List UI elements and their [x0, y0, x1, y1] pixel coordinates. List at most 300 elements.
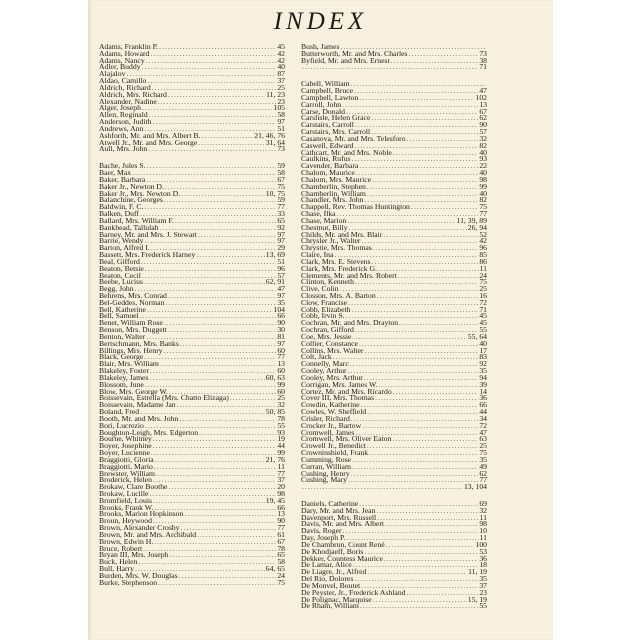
entry-name: Clive, Colin — [301, 284, 339, 294]
dot-leader — [145, 266, 276, 273]
dot-leader — [393, 389, 479, 396]
dot-leader — [164, 320, 276, 327]
entry-page-numbers: 72 — [479, 420, 487, 430]
dot-leader — [144, 354, 276, 361]
dot-leader — [361, 402, 479, 409]
dot-leader — [168, 484, 276, 491]
entry-page-numbers: 78 — [277, 413, 285, 423]
dot-leader — [411, 204, 478, 211]
dot-leader — [165, 300, 276, 307]
entry-name: Chappell, Rev. Thomas Huntington — [301, 202, 410, 212]
entry-name: Braggiotti, Gloria — [99, 454, 154, 464]
dot-leader — [350, 361, 479, 368]
entry-page-numbers: 19 — [277, 434, 285, 444]
dot-leader — [150, 368, 276, 375]
dot-leader — [148, 146, 276, 153]
entry-name: Caswell, Edward — [301, 140, 354, 150]
entry-page-numbers: 40 — [277, 62, 285, 72]
dot-leader — [149, 375, 264, 382]
entry-name: Blair, Mrs. William — [99, 359, 159, 369]
entry-name: Cushing, Henry — [301, 468, 350, 478]
dot-leader — [154, 539, 276, 546]
index-entry — [301, 55, 487, 65]
entry-name: Adams, Franklin P. — [99, 42, 158, 51]
entry-name: Cumming, Rose — [301, 454, 351, 464]
entry-name: Cromwell, James — [301, 427, 355, 437]
entry-name: Bryan III, Mrs. Joseph — [99, 550, 169, 560]
entry-page-numbers: 93 — [479, 154, 487, 164]
entry-name: Carstairs, Carroll — [301, 120, 354, 130]
entry-name: De Lamar, Alice — [301, 560, 352, 570]
dot-leader — [149, 491, 276, 498]
dot-leader — [369, 450, 478, 457]
dot-leader — [355, 279, 478, 286]
dot-leader — [356, 170, 479, 177]
entry-page-numbers: 105 — [273, 103, 285, 113]
entry-name: Brooks, Frank W. — [99, 502, 154, 512]
dot-leader — [364, 348, 478, 355]
entry-name: Carse, Donald — [301, 106, 345, 116]
dot-leader — [150, 51, 276, 58]
index-entry — [99, 577, 285, 587]
entry-page-numbers: 33 — [277, 209, 285, 219]
entry-page-numbers: 50, 85 — [265, 407, 285, 417]
dot-leader — [156, 471, 276, 478]
entry-page-numbers: 32 — [479, 133, 487, 143]
entry-page-numbers: 36 — [479, 393, 487, 403]
dot-leader — [362, 423, 478, 430]
dot-leader — [367, 184, 478, 191]
entry-name: Closson, Mrs. A. Barton — [301, 290, 376, 300]
dot-leader — [153, 119, 277, 126]
dot-leader — [153, 443, 277, 450]
entry-page-numbers: 78 — [277, 543, 285, 553]
entry-name: Begg, John — [99, 284, 134, 294]
entry-name: Clow, Francise — [301, 297, 348, 307]
entry-name: Clark, Mrs. E. Stevens — [301, 256, 371, 266]
entry-page-numbers: 87 — [277, 69, 285, 79]
index-letter-group — [99, 44, 285, 153]
dot-leader — [353, 562, 479, 569]
entry-page-numbers: 37 — [277, 475, 285, 485]
entry-name: Chamberlin, William — [301, 188, 366, 198]
entry-page-numbers: 77 — [479, 475, 487, 485]
dot-leader — [179, 416, 276, 423]
entry-page-numbers: 75 — [277, 181, 285, 191]
dot-leader — [155, 457, 265, 464]
entry-name: Aldrich, Mrs. Richard — [99, 89, 167, 99]
entry-name: Collier, Constance — [301, 338, 358, 348]
entry-page-numbers: 24 — [277, 570, 285, 580]
dot-leader — [355, 327, 479, 334]
entry-name: Bankhead, Tallulah — [99, 222, 159, 232]
entry-name: Crowninshield, Frank — [301, 448, 369, 458]
dot-leader — [146, 177, 276, 184]
entry-page-numbers: 63 — [479, 434, 487, 444]
dot-leader — [367, 191, 478, 198]
dot-leader — [201, 133, 253, 140]
entry-page-numbers: 59 — [277, 195, 285, 205]
entry-page-numbers: 57 — [479, 127, 487, 137]
entry-name: Baker Jr., Mrs. Newton D. — [99, 188, 181, 198]
entry-page-numbers: 73 — [479, 48, 487, 58]
entry-name: Cowles, W. Sheffield — [301, 407, 367, 417]
entry-page-numbers: 98 — [479, 519, 487, 529]
dot-leader — [153, 498, 265, 505]
entry-page-numbers: 51 — [277, 123, 285, 133]
dot-leader — [158, 99, 277, 106]
entry-page-numbers: 40 — [479, 188, 487, 198]
entry-name: Childs, Mr. and Mrs. Blair — [301, 229, 383, 239]
entry-name: Baker, Barbara — [99, 174, 146, 184]
dot-leader — [352, 334, 466, 341]
dot-leader — [132, 170, 276, 177]
entry-name: Bell, Samuel — [99, 311, 139, 321]
entry-name: Carslisle, Helen Grace — [301, 113, 371, 123]
entry-name: Aldrich, Richard — [99, 82, 151, 92]
dot-leader — [141, 259, 276, 266]
dot-leader — [142, 273, 276, 280]
entry-page-numbers: 25 — [479, 284, 487, 294]
entry-page-numbers: 104 — [273, 304, 285, 314]
entry-page-numbers: 11 — [479, 263, 487, 273]
dot-leader — [351, 416, 479, 423]
dot-leader — [180, 341, 276, 348]
entry-page-numbers: 19, 45 — [265, 495, 285, 505]
entry-name: Cortez, Mr. and Mrs. Ricardo — [301, 386, 392, 396]
entry-page-numbers: 98 — [277, 489, 285, 498]
entry-page-numbers: 40 — [479, 338, 487, 348]
dot-leader — [348, 477, 478, 484]
entry-name: Coe, Mrs. Jessie — [301, 331, 352, 341]
entry-name: Dekker, Countess Maurice — [301, 553, 383, 563]
entry-page-numbers: 11 — [277, 461, 285, 471]
index-column-right — [301, 44, 487, 620]
entry-page-numbers: 16 — [479, 290, 487, 300]
entry-page-numbers: 57 — [277, 270, 285, 280]
entry-name: Clinton, Kenneth — [301, 277, 354, 287]
dot-leader — [372, 259, 479, 266]
entry-page-numbers: 37 — [277, 76, 285, 86]
entry-name: Bell, Katherine — [99, 304, 146, 314]
entry-name: Crisler, Richard — [301, 413, 350, 423]
entry-page-numbers: 11, 19 — [468, 567, 487, 577]
entry-name: Bertschmann, Mrs. Banks — [99, 338, 179, 348]
dot-leader — [398, 273, 478, 280]
dot-leader — [151, 450, 276, 457]
entry-page-numbers: 71 — [479, 62, 487, 72]
dot-leader — [364, 375, 478, 382]
entry-page-numbers: 32 — [479, 505, 487, 515]
entry-page-numbers: 77 — [277, 523, 285, 533]
index-column-left — [99, 44, 285, 597]
entry-page-numbers: 22 — [479, 161, 487, 171]
entry-name: Chandler, Mrs. John — [301, 195, 364, 205]
entry-name: Baldwin, F. C. — [99, 202, 144, 212]
dot-leader — [367, 443, 478, 450]
entry-name: Campbell, Lawton — [301, 92, 359, 102]
entry-page-numbers: 30 — [277, 325, 285, 335]
entry-name: Booth, Mr. and Mrs. John — [99, 413, 179, 423]
dot-leader — [359, 501, 478, 508]
dot-leader — [153, 477, 276, 484]
entry-name: Bruce, Robert — [99, 543, 143, 553]
entry-page-numbers: 42 — [479, 236, 487, 246]
entry-page-numbers: 67 — [277, 536, 285, 546]
entry-page-numbers: 98 — [479, 174, 487, 184]
dot-leader — [198, 232, 276, 239]
entry-page-numbers: 13, 104 — [463, 482, 487, 492]
entry-name: Benet, William Rose — [99, 318, 163, 328]
dot-leader — [199, 430, 276, 437]
dot-leader — [352, 457, 478, 464]
entry-name: Curran, William — [301, 461, 351, 471]
dot-leader — [144, 279, 265, 286]
entry-name: Billings, Mrs. Henry — [99, 345, 163, 355]
dot-leader — [409, 51, 479, 58]
entry-page-numbers: 99 — [277, 379, 285, 389]
entry-page-numbers: 67 — [277, 174, 285, 184]
entry-page-numbers: 47 — [479, 86, 487, 96]
entry-name: Brooks, Marion Hopkinson — [99, 509, 184, 519]
entry-page-numbers: 60 — [277, 345, 285, 355]
dot-leader — [354, 88, 478, 95]
entry-page-numbers: 77 — [277, 468, 285, 478]
entry-name: Blakeley, Foster — [99, 366, 149, 376]
dot-leader — [142, 64, 277, 71]
entry-name: De Chambrun, Count René — [301, 539, 385, 549]
dot-leader — [179, 573, 277, 580]
entry-name: Behrens, Mrs. Conrad — [99, 290, 167, 300]
entry-page-numbers: 66 — [479, 400, 487, 410]
entry-page-numbers: 47 — [479, 427, 487, 437]
dot-leader — [343, 528, 479, 535]
dot-leader — [351, 471, 479, 478]
entry-name: Collins, Mrs. Walter — [301, 345, 364, 355]
entry-page-numbers: 45 — [277, 42, 285, 51]
dot-leader — [384, 556, 478, 563]
entry-name: De Khodjaeff, Boris — [301, 546, 364, 556]
dot-leader — [392, 436, 478, 443]
entry-page-numbers: 93 — [277, 427, 285, 437]
entry-name: Davis, Mr. and Mrs. Albert — [301, 519, 385, 529]
entry-name: Braggiotti, Mario — [99, 461, 153, 471]
entry-page-numbers: 75 — [479, 277, 487, 287]
dot-leader — [147, 163, 277, 170]
entry-page-numbers: 23 — [277, 96, 285, 106]
entry-page-numbers: 96 — [277, 263, 285, 273]
entry-name: Bush, James — [301, 42, 340, 51]
dot-leader — [359, 341, 478, 348]
entry-page-numbers: 92 — [479, 359, 487, 369]
entry-page-numbers: 55 — [277, 420, 285, 430]
entry-name: Carroll, John — [301, 99, 342, 109]
entry-page-numbers: 58 — [277, 110, 285, 120]
dot-leader — [407, 136, 479, 143]
entry-name: Cooley, Arthur — [301, 366, 347, 376]
entry-page-numbers: 90 — [479, 120, 487, 130]
dot-leader — [371, 115, 478, 122]
entry-name: Del Rio, Dolores — [301, 574, 354, 584]
entry-page-numbers: 45 — [479, 318, 487, 328]
entry-name: Brokaw, Clare Boothe — [99, 482, 168, 492]
entry-name: Butterworth, Mr. and Mrs. Charles — [301, 48, 408, 58]
entry-page-numbers: 66 — [277, 502, 285, 512]
dot-leader — [352, 464, 478, 471]
entry-page-numbers: 60 — [277, 366, 285, 376]
dot-leader — [159, 44, 276, 51]
entry-name: Burden, Mrs. W. Douglas — [99, 570, 178, 580]
entry-name: Brown, Edwin H. — [99, 536, 154, 546]
entry-page-numbers: 47 — [277, 284, 285, 294]
entry-name: Black, George — [99, 352, 144, 362]
dot-leader — [377, 293, 479, 300]
entry-page-numbers: 51 — [277, 256, 285, 266]
dot-leader — [177, 402, 277, 409]
entry-page-numbers: 15, 19 — [467, 594, 487, 604]
dot-leader — [393, 150, 479, 157]
entry-page-numbers: 83 — [479, 352, 487, 362]
entry-page-numbers: 73 — [277, 144, 285, 154]
dot-leader — [385, 521, 478, 528]
dot-leader — [383, 232, 478, 239]
entry-page-numbers: 49 — [479, 461, 487, 471]
index-letter-group — [99, 163, 285, 586]
entry-name: De Monvel, Boutet — [301, 580, 361, 590]
entry-name: Chalom, Maurice — [301, 168, 355, 178]
entry-name: Beebe, Lucius — [99, 277, 143, 287]
dot-leader — [175, 218, 276, 225]
dot-leader — [149, 112, 277, 119]
dot-leader — [351, 81, 486, 88]
entry-page-numbers: 13 — [479, 99, 487, 109]
entry-name: Bull, Harry — [99, 564, 135, 574]
dot-leader — [147, 78, 276, 85]
entry-page-numbers: 24 — [479, 270, 487, 280]
entry-page-numbers: 72 — [479, 297, 487, 307]
entry-page-numbers: 86 — [479, 256, 487, 266]
entry-page-numbers: 23 — [479, 587, 487, 597]
entry-name: Blow, Mrs. George W. — [99, 386, 168, 396]
entry-page-numbers: 96 — [479, 243, 487, 253]
entry-name: Cowdin, Katherine — [301, 400, 360, 410]
dot-leader — [347, 218, 455, 225]
entry-name: Baer, Max — [99, 168, 132, 178]
entry-page-numbers: 21, 76 — [265, 454, 285, 464]
dot-leader — [352, 307, 479, 314]
entry-page-numbers: 32 — [277, 400, 285, 410]
entry-page-numbers: 85 — [479, 250, 487, 260]
entry-name: Bassett, Mrs. Frederick Harney — [99, 250, 196, 260]
dot-leader — [342, 102, 478, 109]
entry-page-numbers: 39 — [479, 379, 487, 389]
entry-name: Campbell, Bruce — [301, 86, 354, 96]
dot-leader — [146, 58, 277, 65]
entry-page-numbers: 60, 63 — [265, 372, 285, 382]
entry-name: Connelly, Marc — [301, 359, 349, 369]
entry-page-numbers: 61 — [277, 529, 285, 539]
index-letter-group — [301, 81, 487, 491]
entry-page-numbers: 35 — [479, 574, 487, 584]
entry-page-numbers: 11 — [479, 533, 487, 543]
entry-name: Boland, Fred — [99, 407, 140, 417]
entry-page-numbers: 67 — [479, 106, 487, 116]
entry-name: Carstairs, Mrs. Carroll — [301, 127, 371, 137]
entry-name: Aldao, Camillo — [99, 76, 147, 86]
entry-page-numbers: 71 — [479, 304, 487, 314]
entry-page-numbers: 55, 64 — [467, 331, 487, 341]
entry-name: Cathcart, Mr. and Mrs. Noble — [301, 147, 392, 157]
entry-name: Baker Jr., Newton D. — [99, 181, 164, 191]
entry-name: Boughton-Leigh, Mrs. Edgerton — [99, 427, 199, 437]
entry-name: Bache, Jules S. — [99, 161, 146, 171]
dot-leader — [367, 409, 478, 416]
entry-page-numbers: 10, 75 — [265, 188, 285, 198]
entry-name: Blossom, June — [99, 379, 144, 389]
entry-name: Chrysler Jr., Walter — [301, 236, 361, 246]
dot-leader — [378, 382, 478, 389]
entry-name: Crowell Jr., Benedict — [301, 441, 366, 451]
entry-name: Alajalov — [99, 69, 126, 79]
dot-leader — [348, 368, 479, 375]
entry-name: Andrews, Ann — [99, 123, 144, 133]
entry-page-numbers: 20 — [277, 482, 285, 492]
entry-page-numbers: 13 — [277, 509, 285, 519]
entry-name: Broun, Heywood — [99, 516, 152, 526]
entry-name: Alexander, Nadine — [99, 96, 157, 106]
dot-leader — [144, 204, 276, 211]
entry-name: Day, Joseph P. — [301, 533, 346, 543]
index-entry — [301, 477, 487, 484]
entry-name: Boyer, Josephine — [99, 441, 152, 451]
entry-name: Clark, Mrs. Frederick G. — [301, 263, 378, 273]
entry-name: Casanova, Mr. and Mrs. Telesforo — [301, 133, 406, 143]
index-entry — [99, 64, 285, 71]
entry-name: Beal, Gifford — [99, 256, 140, 266]
entry-name: Brown, Mr. and Mrs. Archibald — [99, 529, 197, 539]
entry-name: Chase, Marion — [301, 215, 347, 225]
entry-name: Cover III, Mrs. Thomas — [301, 393, 375, 403]
entry-name: Bromfield, Louis — [99, 495, 152, 505]
entry-page-numbers: 60 — [277, 386, 285, 396]
entry-page-numbers: 102 — [475, 92, 487, 102]
entry-page-numbers: 52 — [479, 229, 487, 239]
dot-leader — [354, 576, 478, 583]
dot-leader — [164, 197, 276, 204]
dot-leader — [184, 511, 276, 518]
entry-name: Caulkins, Rufus — [301, 154, 351, 164]
entry-page-numbers: 75 — [479, 202, 487, 212]
entry-name: Bel-Geddes, Norman — [99, 297, 165, 307]
dot-leader — [377, 515, 478, 522]
entry-page-numbers: 17 — [479, 345, 487, 355]
entry-name: Cobb, Irvin S. — [301, 311, 345, 321]
dot-leader — [126, 71, 276, 78]
entry-name: Barrie, Wendy — [99, 236, 144, 246]
entry-page-numbers: 36 — [479, 553, 487, 563]
entry-page-numbers: 97 — [277, 117, 285, 127]
dot-leader — [165, 184, 276, 191]
dot-leader — [355, 122, 478, 129]
dot-leader — [196, 252, 264, 259]
entry-page-numbers: 25 — [277, 393, 285, 403]
entry-page-numbers: 31, 64 — [265, 137, 285, 147]
entry-name: Allen, Reginald — [99, 110, 148, 120]
entry-name: Brokaw, Lucille — [99, 489, 149, 498]
entry-page-numbers: 25 — [277, 82, 285, 92]
entry-page-numbers: 11 — [479, 512, 487, 522]
entry-name: Dary, Mr. and Mrs. Jean — [301, 505, 376, 515]
